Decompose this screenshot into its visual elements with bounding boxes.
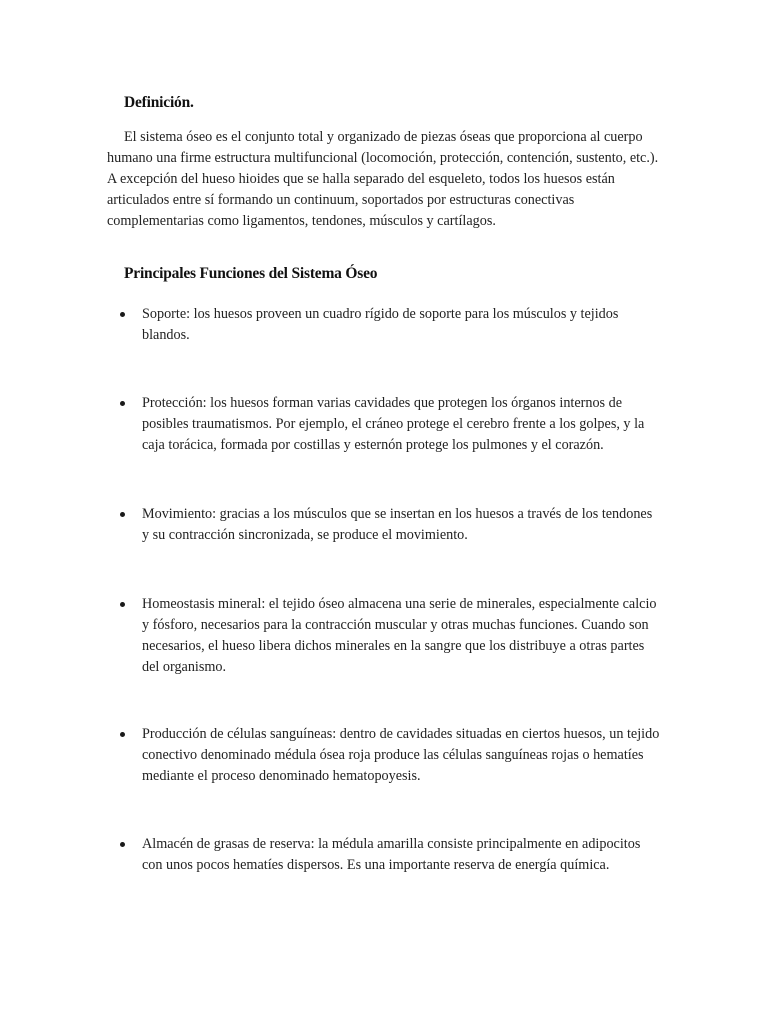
bullet-icon: [120, 732, 125, 737]
list-item-text: Soporte: los huesos proveen un cuadro rígido de soporte para los músculos y tejidos blandos.: [142, 306, 619, 343]
list-item-text: Protección: los huesos forman varias cavidades que protegen los órganos internos de posibles traumatismos. Por ejemplo, el cráneo protege el cerebro frente a los golpes, y la caja torácica, formada por costillas y esternón protege los pulmones y el corazón.: [142, 395, 645, 453]
bullet-icon: [120, 512, 125, 517]
bullet-icon: [120, 602, 125, 607]
definition-paragraph: El sistema óseo es el conjunto total y organizado de piezas óseas que proporciona al cuerpo humano una firme estructura multifuncional (locomoción, protección, contención, sustento, etc.). A excepción del hueso hioides que se halla separado del esqueleto, todos los huesos están articulados entre sí formando un continuum, soportados por estructuras conectivas complementarias como ligamentos, tendones, músculos y cartílagos.: [107, 129, 659, 229]
bullet-icon: [120, 401, 125, 406]
list-item-text: Producción de células sanguíneas: dentro de cavidades situadas en ciertos huesos, un tejido conectivo denominado médula ósea roja produce las células sanguíneas rojas o hematíes mediante el proceso denominado hematopoyesis.: [142, 726, 660, 784]
bullet-icon: [120, 312, 125, 317]
functions-heading: Principales Funciones del Sistema Óseo: [124, 265, 378, 282]
definition-heading: Definición.: [124, 94, 194, 111]
list-item-text: Homeostasis mineral: el tejido óseo almacena una serie de minerales, especialmente calcio y fósforo, necesarios para la contracción muscular y otras muchas funciones. Cuando son necesarios, el hueso libera dichos minerales en la sangre que los distribuye a otras partes del organismo.: [142, 596, 657, 675]
list-item-text: Almacén de grasas de reserva: la médula amarilla consiste principalmente en adipocitos con unos pocos hematíes dispersos. Es una importante reserva de energía química.: [142, 836, 641, 873]
bullet-icon: [120, 842, 125, 847]
list-item-text: Movimiento: gracias a los músculos que se insertan en los huesos a través de los tendones y su contracción sincronizada, se produce el movimiento.: [142, 506, 653, 543]
